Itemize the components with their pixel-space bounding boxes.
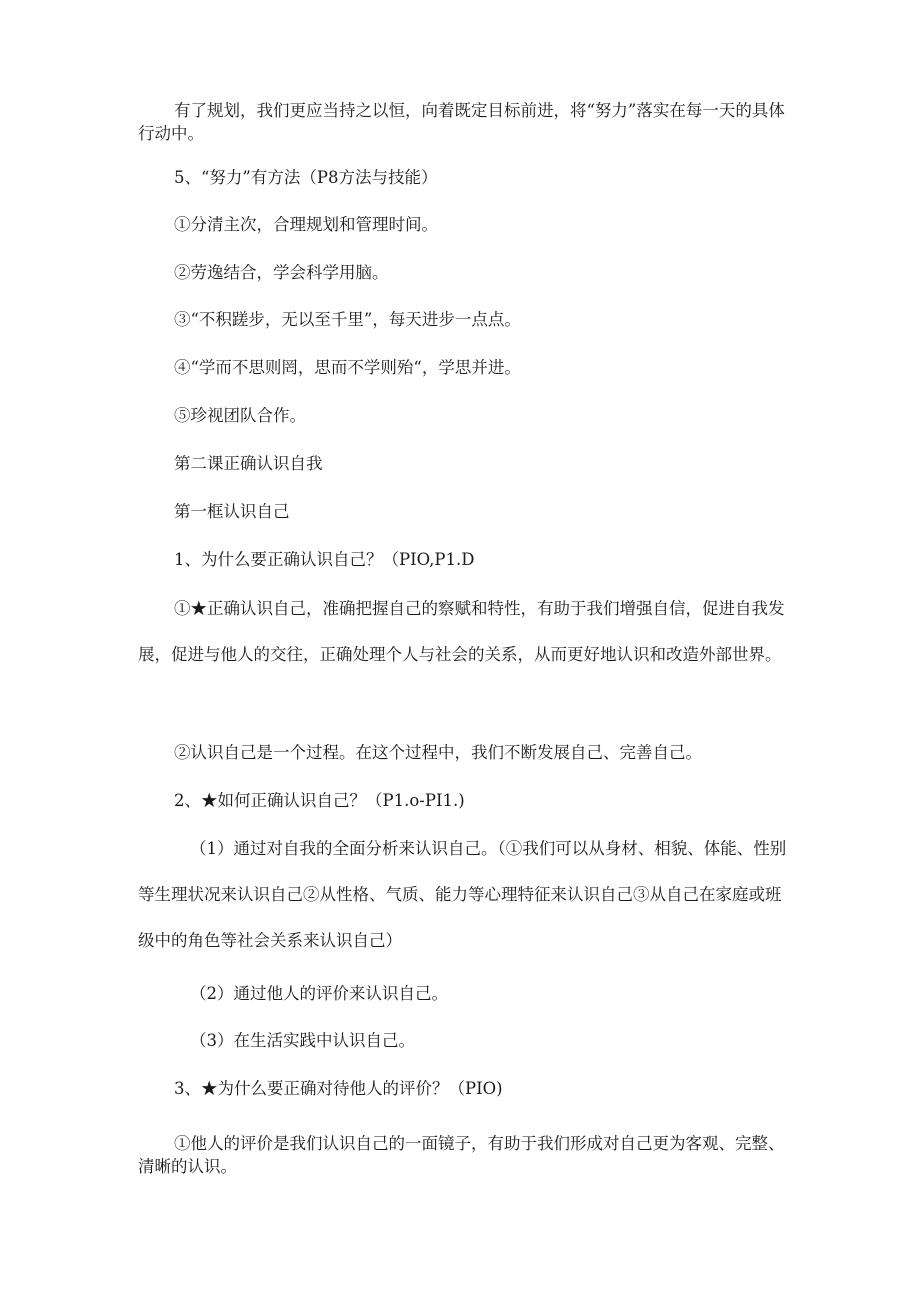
answer-2-point-3: （3）在生活实践中认识自己。 bbox=[190, 1031, 415, 1050]
answer-2-point-1: （1）通过对自我的全面分析来认识自己。（①我们可以从身材、相貌、体能、性别等生理状况来认识自己②从性格、气质、能力等心理特征来认识自己③从自己在家庭或班级中的角色等社会关系来认识自己） bbox=[138, 839, 787, 950]
list-item-1: ①分清主次，合理规划和管理时间。 bbox=[174, 215, 438, 234]
answer-1-point-1: ①★正确认识自己，准确把握自己的察赋和特性，有助于我们增强自信，促进自我发展，促进与他人的交往，正确处理个人与社会的关系，从而更好地认识和改造外部世界。 bbox=[138, 599, 785, 664]
list-item-4: ④“学而不思则罔，思而不学则殆“，学思并进。 bbox=[174, 358, 521, 377]
paragraph-plan-persistence: 有了规划，我们更应当持之以恒，向着既定目标前进，将“努力”落实在每一天的具体行动中。 bbox=[138, 101, 785, 143]
list-item-3: ③“不积蹉步，无以至千里”，每天进步一点点。 bbox=[174, 310, 521, 329]
list-item-5: ⑤珍视团队合作。 bbox=[174, 406, 306, 425]
answer-3-point-1: ①他人的评价是我们认识自己的一面镜子，有助于我们形成对自己更为客观、完整、清晰的认识。 bbox=[138, 1134, 785, 1176]
section-title: 第一框认识自己 bbox=[174, 502, 290, 521]
question-2-heading: 2、★如何正确认识自己？（P1.o-PI1.) bbox=[174, 791, 465, 810]
list-item-2: ②劳逸结合，学会科学用脑。 bbox=[174, 263, 389, 282]
heading-effort-method: 5、“努力”有方法（P8方法与技能） bbox=[174, 168, 438, 187]
answer-1-point-2: ②认识自己是一个过程。在这个过程中，我们不断发展自己、完善自己。 bbox=[174, 743, 702, 762]
answer-2-point-2: （2）通过他人的评价来认识自己。 bbox=[190, 984, 448, 1003]
question-1-heading: 1、为什么要正确认识自己？（PIO,P1.D bbox=[174, 550, 475, 569]
question-3-heading: 3、★为什么要正确对待他人的评价？（PIO) bbox=[174, 1079, 503, 1098]
lesson-title: 第二课正确认识自我 bbox=[174, 454, 323, 473]
